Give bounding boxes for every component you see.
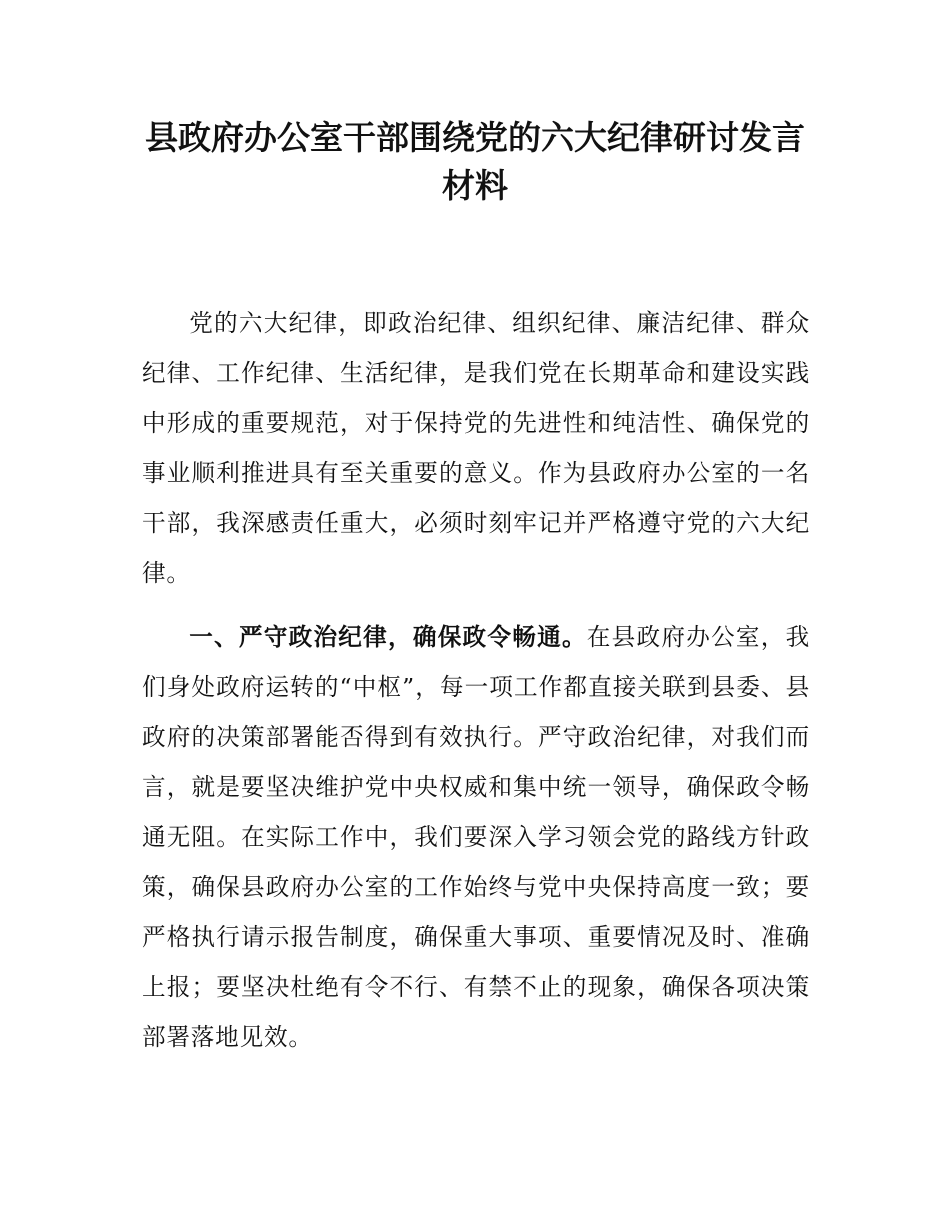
section-1-text: 在县政府办公室，我们身处政府运转的“中枢”，每一项工作都直接关联到县委、县政府的决策部署能否得到有效执行。严守政治纪律，对我们而言，就是要坚决维护党中央权威和集中统一领导，确保政令畅通无阻。在实际工作中，我们要深入学习领会党的路线方针政策，确保县政府办公室的工作始终与党中央保持高度一致；要严格执行请示报告制度，确保重大事项、重要情况及时、准确上报；要坚决杜绝有令不行、有禁不止的现象，确保各项决策部署落地见效。 [142,623,810,1051]
paragraph-intro-text: 党的六大纪律，即政治纪律、组织纪律、廉洁纪律、群众纪律、工作纪律、生活纪律，是我们党在长期革命和建设实践中形成的重要规范，对于保持党的先进性和纯洁性、确保党的事业顺利推进具有至关重要的意义。作为县政府办公室的一名干部，我深感责任重大，必须时刻牢记并严格遵守党的六大纪律。 [142,309,810,587]
paragraph-intro [142,298,810,598]
paragraph-section-1 [142,612,810,1062]
document-title: 县政府办公室干部围绕党的六大纪律研讨发言材料 [145,118,805,205]
section-1-heading: 一、严守政治纪律，确保政令畅通。 [189,623,587,651]
